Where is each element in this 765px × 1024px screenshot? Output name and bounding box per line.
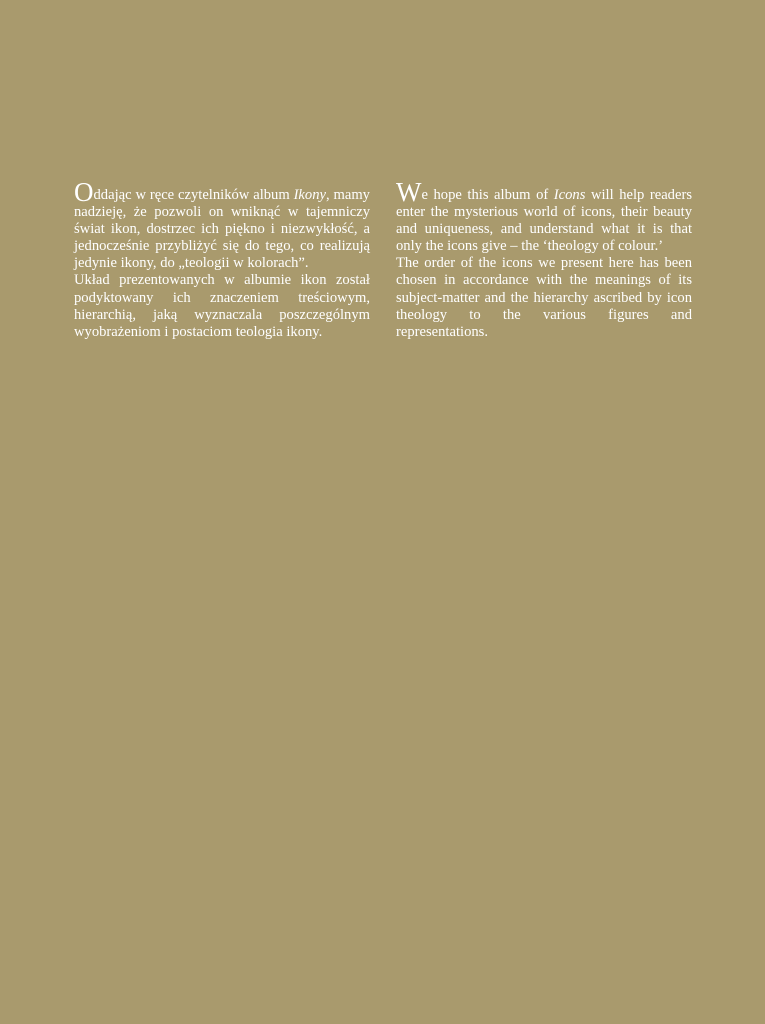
english-paragraph-1-end: will help readers enter the mysterious world of icons, their beauty and uniqueness, and understand what it is that only the icons give – the ‘theology of colour.’ bbox=[396, 187, 692, 255]
english-paragraph-1 bbox=[396, 177, 692, 255]
polish-initial-letter: O bbox=[74, 177, 94, 207]
polish-paragraph-2: Układ prezentowanych w albumie ikon został podyktowany ich znaczeniem treściowym, hierarchią, jaką wyznaczala poszczególnym wyobrażeniom i postaciom teologia ikony. bbox=[74, 272, 370, 340]
english-paragraph-2: The order of the icons we present here has been chosen in accordance with the meanings of its subject-matter and the hierarchy ascribed by icon theology to the various figures and representations. bbox=[396, 255, 692, 340]
polish-text-column bbox=[74, 177, 370, 341]
english-initial-letter: W bbox=[396, 177, 422, 207]
english-album-title: Icons bbox=[553, 187, 586, 203]
polish-paragraph-1 bbox=[74, 177, 370, 272]
polish-paragraph-1-end: , mamy nadzieję, że pozwoli on wniknąć w tajemniczy świat ikon, dostrzec ich piękno i niezwykłość, a jednocześnie przybliżyć się do tego, co realizują jedynie ikony, do „teologii w kolorach”. bbox=[74, 187, 370, 272]
polish-album-title: Ikony bbox=[293, 187, 326, 203]
polish-paragraph-1-start: ddając w ręce czytelników album bbox=[93, 187, 294, 203]
english-text-column bbox=[396, 177, 692, 341]
english-paragraph-1-start: e hope this album of bbox=[421, 187, 554, 203]
